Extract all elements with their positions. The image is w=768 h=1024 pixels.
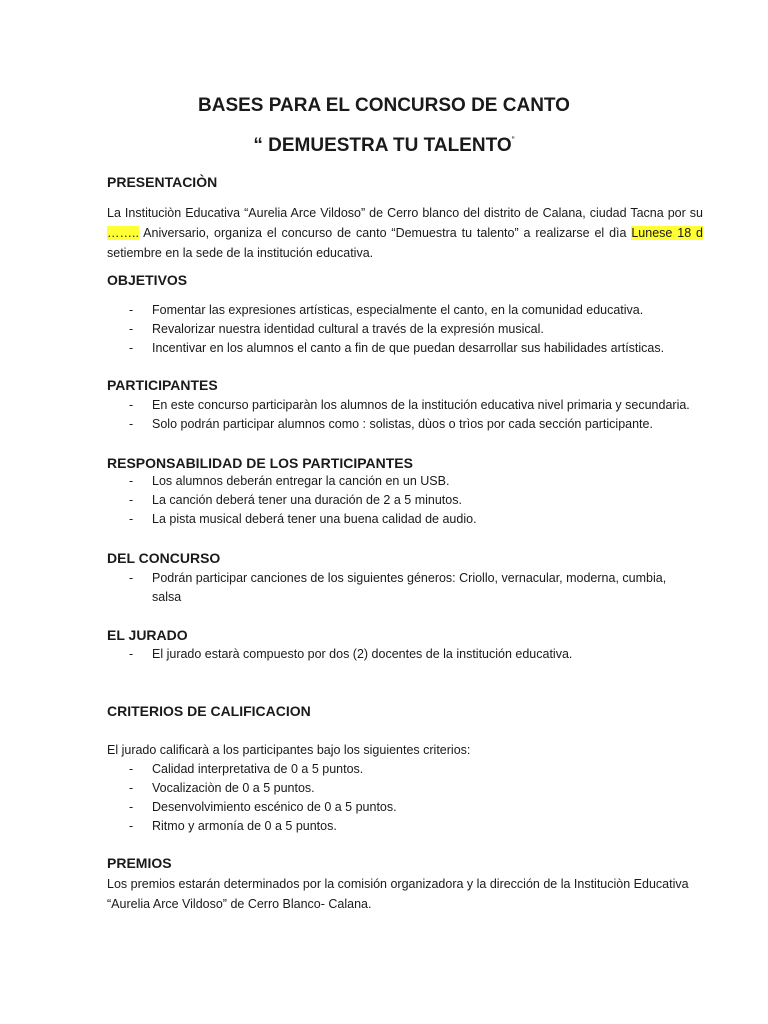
list-item [107, 415, 697, 434]
dash-bullet: - [129, 571, 134, 585]
heading-responsabilidad: RESPONSABILIDAD DE LOS PARTICIPANTES [107, 455, 413, 471]
list-item [107, 798, 697, 817]
dash-bullet: - [129, 417, 134, 431]
list-item-text: Revalorizar nuestra identidad cultural a través de la expresión musical. [152, 322, 544, 336]
list-item-text: Vocalizaciòn de 0 a 5 puntos. [152, 781, 315, 795]
list-item [107, 510, 697, 529]
criterios-intro: El jurado calificarà a los participantes bajo los siguientes criterios: [107, 743, 471, 757]
dash-bullet: - [129, 800, 134, 814]
list-item [107, 396, 697, 415]
subtitle-close-quote: ” [511, 135, 515, 145]
list-item-text: Desenvolvimiento escénico de 0 a 5 puntos. [152, 800, 397, 814]
list-item-text: Podrán participar canciones de los siguientes géneros: Criollo, vernacular, moderna, cumbia, salsa [152, 571, 667, 604]
list-item [107, 472, 697, 491]
list-item [107, 645, 697, 664]
dash-bullet: - [129, 493, 134, 507]
page-subtitle [0, 135, 768, 157]
highlight-dots: …….. [107, 226, 139, 240]
list-item [107, 569, 687, 607]
presentacion-line-2-text: Aniversario, organiza el concurso de canto “Demuestra tu talento” a realizarse el dìa [138, 226, 632, 240]
heading-criterios: CRITERIOS DE CALIFICACION [107, 703, 311, 719]
criterios-list [107, 760, 697, 836]
objetivos-list [107, 301, 697, 358]
heading-el-jurado: EL JURADO [107, 627, 188, 643]
list-item-text: Ritmo y armonía de 0 a 5 puntos. [152, 819, 337, 833]
list-item-text: El jurado estarà compuesto por dos (2) docentes de la institución educativa. [152, 647, 573, 661]
list-item-text: La canción deberá tener una duración de 2 a 5 minutos. [152, 493, 462, 507]
dash-bullet: - [129, 647, 134, 661]
list-item-text: Incentivar en los alumnos el canto a fin de que puedan desarrollar sus habilidades artísticas. [152, 341, 665, 355]
concurso-list [107, 569, 687, 607]
heading-presentacion: PRESENTACIÒN [107, 174, 218, 190]
heading-participantes: PARTICIPANTES [107, 377, 218, 393]
participantes-list [107, 396, 697, 434]
responsabilidad-list [107, 472, 697, 529]
page-title: BASES PARA EL CONCURSO DE CANTO [198, 95, 570, 116]
presentacion-line-2 [107, 223, 703, 243]
premios-line-1: Los premios estarán determinados por la comisión organizadora y la dirección de la Instituciòn Educativa [107, 877, 689, 891]
list-item [107, 779, 697, 798]
list-item [107, 320, 697, 339]
jurado-list [107, 645, 697, 664]
dash-bullet: - [129, 303, 134, 317]
presentacion-line-1: La Instituciòn Educativa “Aurelia Arce Vildoso” de Cerro blanco del distrito de Calana, ciudad Tacna por su [107, 206, 703, 220]
list-item-text: En este concurso participaràn los alumnos de la institución educativa nivel primaria y secundaria. [152, 398, 690, 412]
list-item-text: Los alumnos deberán entregar la canción en un USB. [152, 474, 450, 488]
dash-bullet: - [129, 819, 134, 833]
list-item-text: La pista musical deberá tener una buena calidad de audio. [152, 512, 477, 526]
premios-paragraph [107, 874, 703, 914]
list-item [107, 301, 697, 320]
list-item [107, 760, 697, 779]
presentacion-line-3: setiembre en la sede de la institución educativa. [107, 246, 374, 260]
dash-bullet: - [129, 341, 134, 355]
dash-bullet: - [129, 322, 134, 336]
dash-bullet: - [129, 398, 134, 412]
subtitle-text: “ DEMUESTRA TU TALENTO [253, 135, 512, 156]
heading-del-concurso: DEL CONCURSO [107, 550, 221, 566]
highlight-date: Lunese 18 d [631, 226, 704, 240]
dash-bullet: - [129, 762, 134, 776]
premios-line-2: “Aurelia Arce Vildoso” de Cerro Blanco- Calana. [107, 897, 372, 911]
list-item [107, 817, 697, 836]
dash-bullet: - [129, 781, 134, 795]
list-item [107, 339, 697, 358]
list-item [107, 491, 697, 510]
heading-objetivos: OBJETIVOS [107, 272, 188, 288]
presentacion-paragraph [107, 203, 703, 263]
list-item-text: Solo podrán participar alumnos como : solistas, dùos o trìos por cada sección participante. [152, 417, 653, 431]
list-item-text: Fomentar las expresiones artísticas, especialmente el canto, en la comunidad educativa. [152, 303, 644, 317]
dash-bullet: - [129, 474, 134, 488]
heading-premios: PREMIOS [107, 855, 172, 871]
dash-bullet: - [129, 512, 134, 526]
list-item-text: Calidad interpretativa de 0 a 5 puntos. [152, 762, 364, 776]
